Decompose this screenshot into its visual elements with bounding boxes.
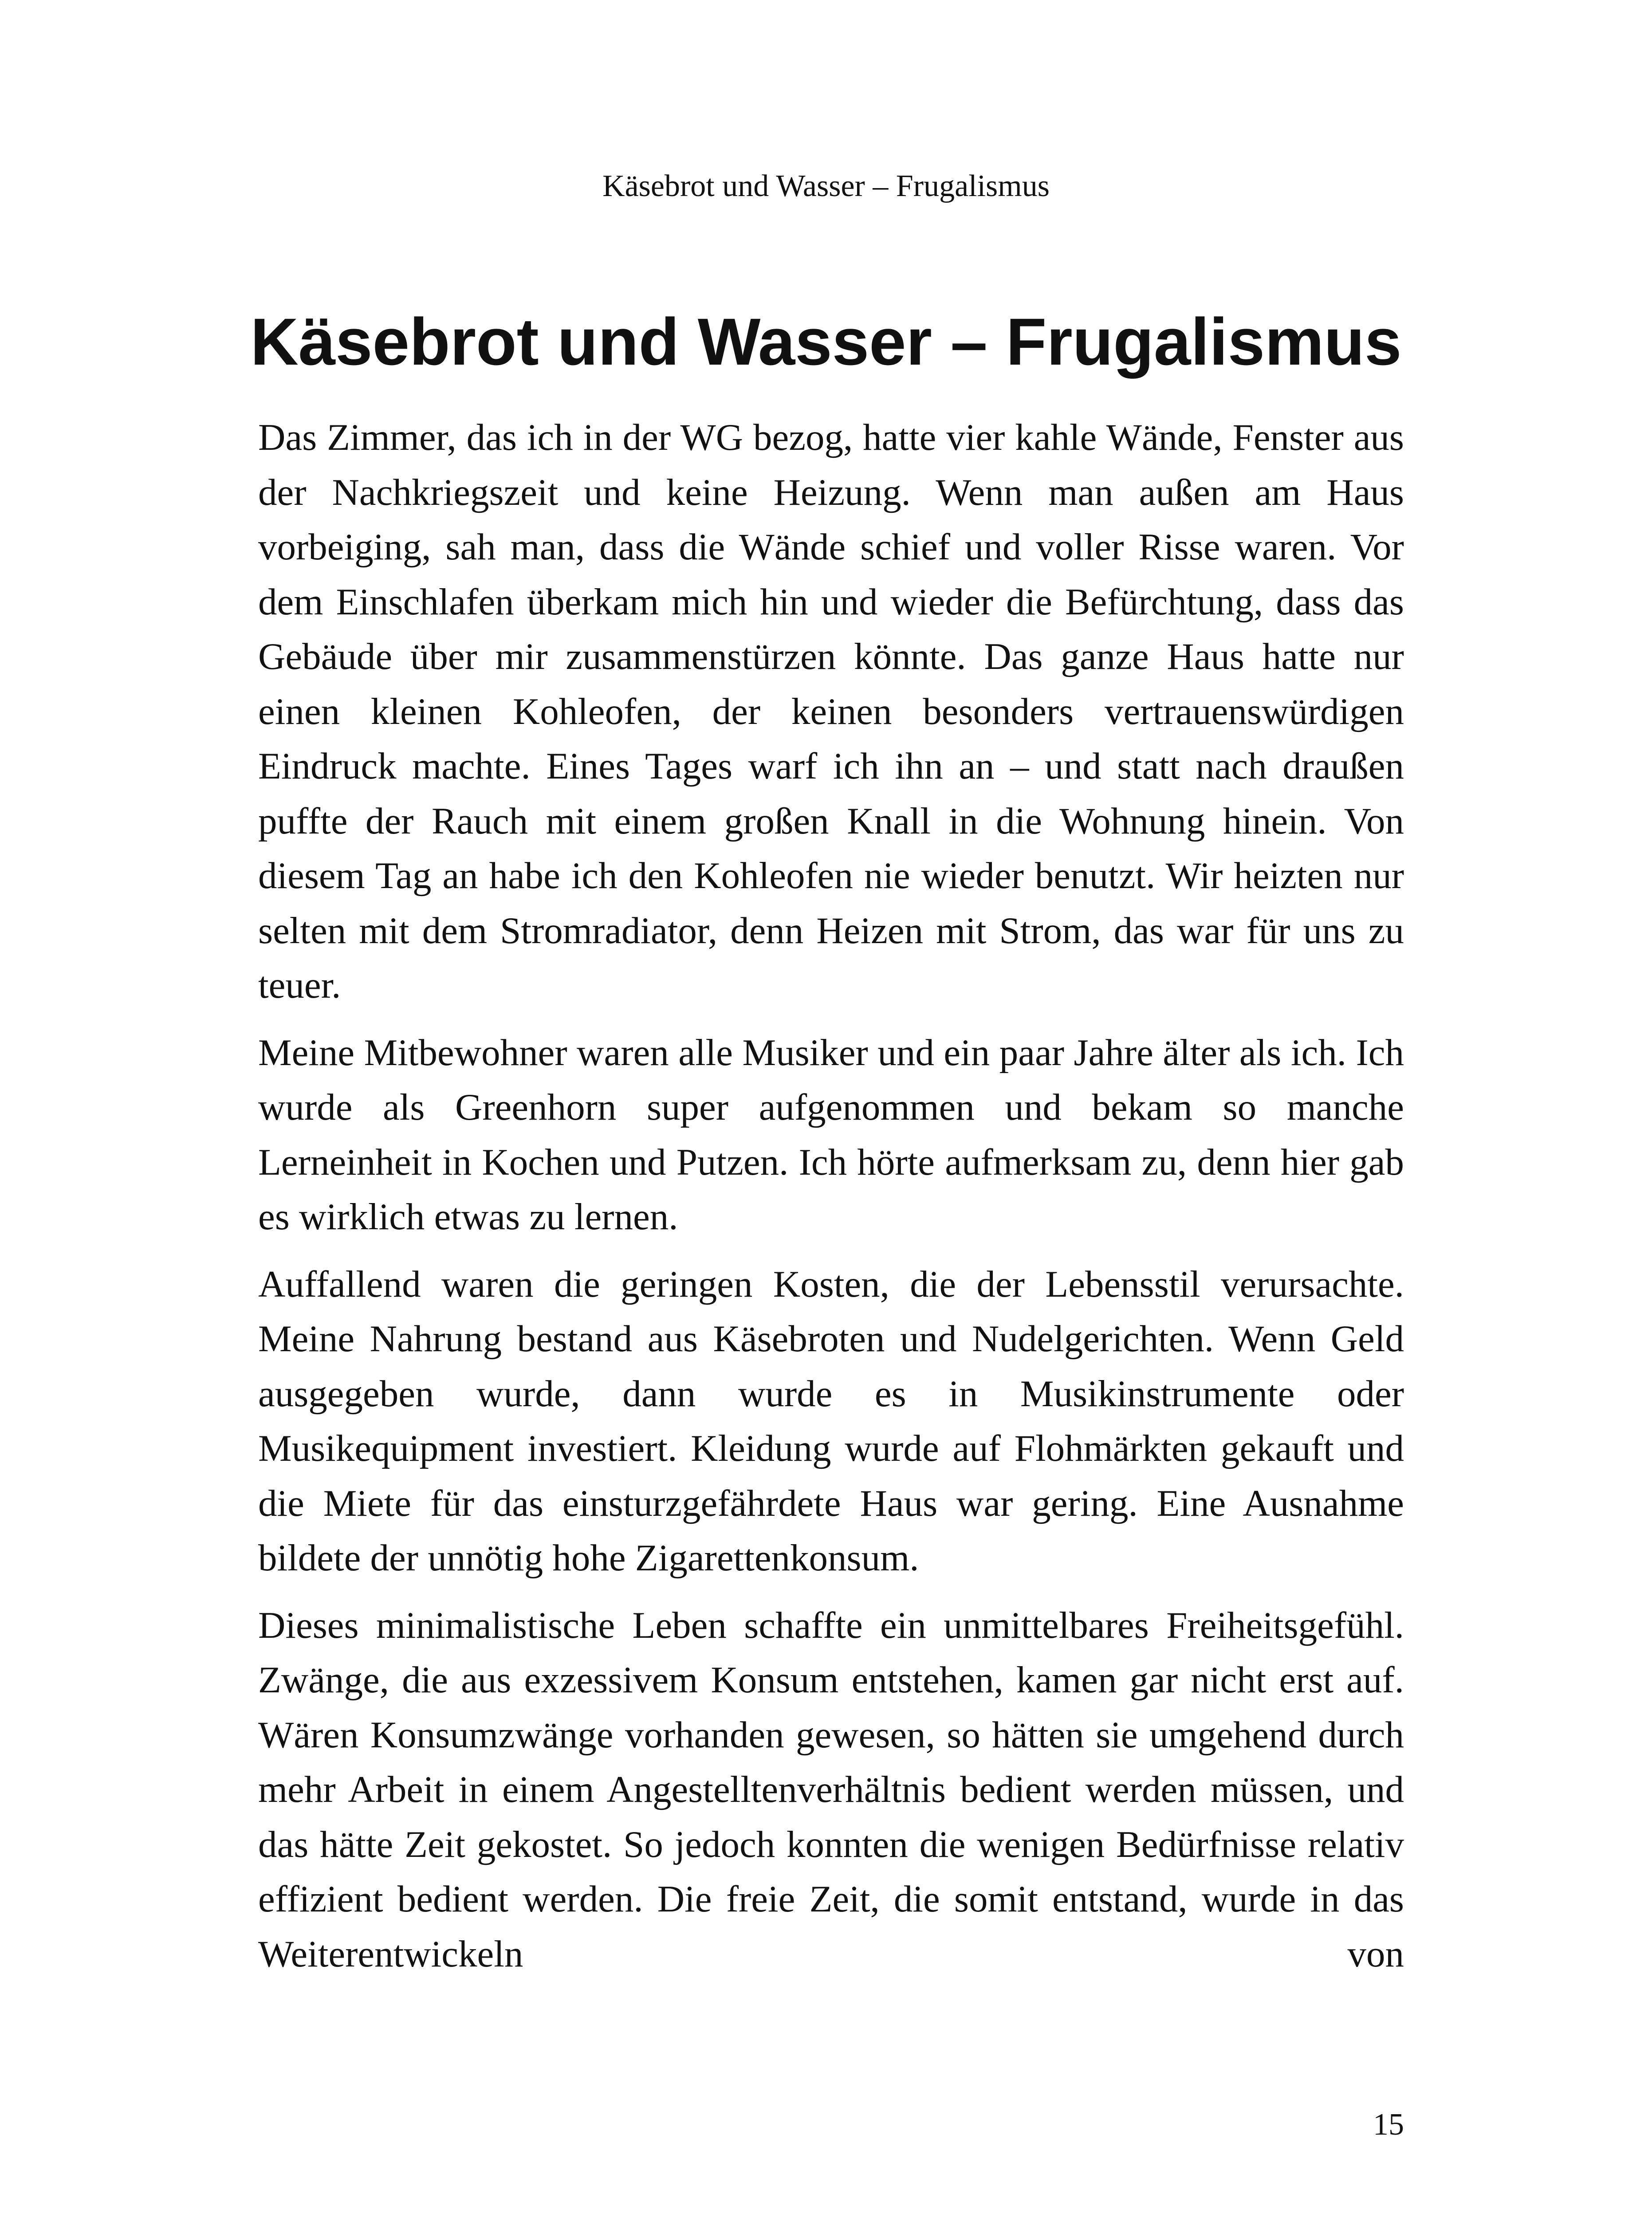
page-number: 15 bbox=[1373, 2108, 1404, 2142]
paragraph: Dieses minimalistische Leben schaffte ein unmittelbares Freiheitsgefühl. Zwänge, die aus exzessivem Konsum entstehen, kamen gar nicht erst auf. Wären Konsumzwänge vorhanden gewesen, so hätten sie umgehend durch mehr Arbeit in einem Angestelltenverhältnis bedient werden müssen, und das hätte Zeit gekostet. So jedoch konnten die wenigen Bedürfnisse relativ effizient bedient werden. Die freie Zeit, die somit entstand, wurde in das Weiterentwickeln von bbox=[258, 1604, 1404, 1975]
paragraph: Das Zimmer, das ich in der WG bezog, hatte vier kahle Wände, Fenster aus der Nachkriegszeit und keine Heizung. Wenn man außen am Haus vorbeiging, sah man, dass die Wände schief und voller Risse waren. Vor dem Einschlafen überkam mich hin und wieder die Befürchtung, dass das Gebäude über mir zusammenstürzen könnte. Das ganze Haus hatte nur einen kleinen Kohleofen, der keinen besonders vertrauenswürdigen Eindruck machte. Eines Tages warf ich ihn an – und statt nach draußen puffte der Rauch mit einem großen Knall in die Wohnung hinein. Von diesem Tag an habe ich den Kohleofen nie wieder benutzt. Wir heizten nur selten mit dem Stromradiator, denn Heizen mit Strom, das war für uns zu teuer. bbox=[258, 417, 1404, 1006]
paragraph: Auffallend waren die geringen Kosten, die der Lebensstil verursachte. Meine Nahrung bestand aus Käsebroten und Nudelgerichten. Wenn Geld ausgegeben wurde, dann wurde es in Musikinstrumente oder Musikequipment investiert. Kleidung wurde auf Flohmärkten gekauft und die Miete für das einsturzgefährdete Haus war gering. Eine Ausnahme bildete der unnötig hohe Zigarettenkonsum. bbox=[258, 1263, 1404, 1579]
paragraph: Meine Mitbewohner waren alle Musiker und ein paar Jahre älter als ich. Ich wurde als Greenhorn super aufgenommen und bekam so manche Lerneinheit in Kochen und Putzen. Ich hörte aufmerksam zu, denn hier gab es wirklich etwas zu lernen. bbox=[258, 1031, 1404, 1238]
chapter-title: Käsebrot und Wasser – Frugalismus bbox=[250, 304, 1402, 379]
body-text bbox=[258, 410, 1404, 1982]
running-header: Käsebrot und Wasser – Frugalismus bbox=[602, 169, 1050, 203]
